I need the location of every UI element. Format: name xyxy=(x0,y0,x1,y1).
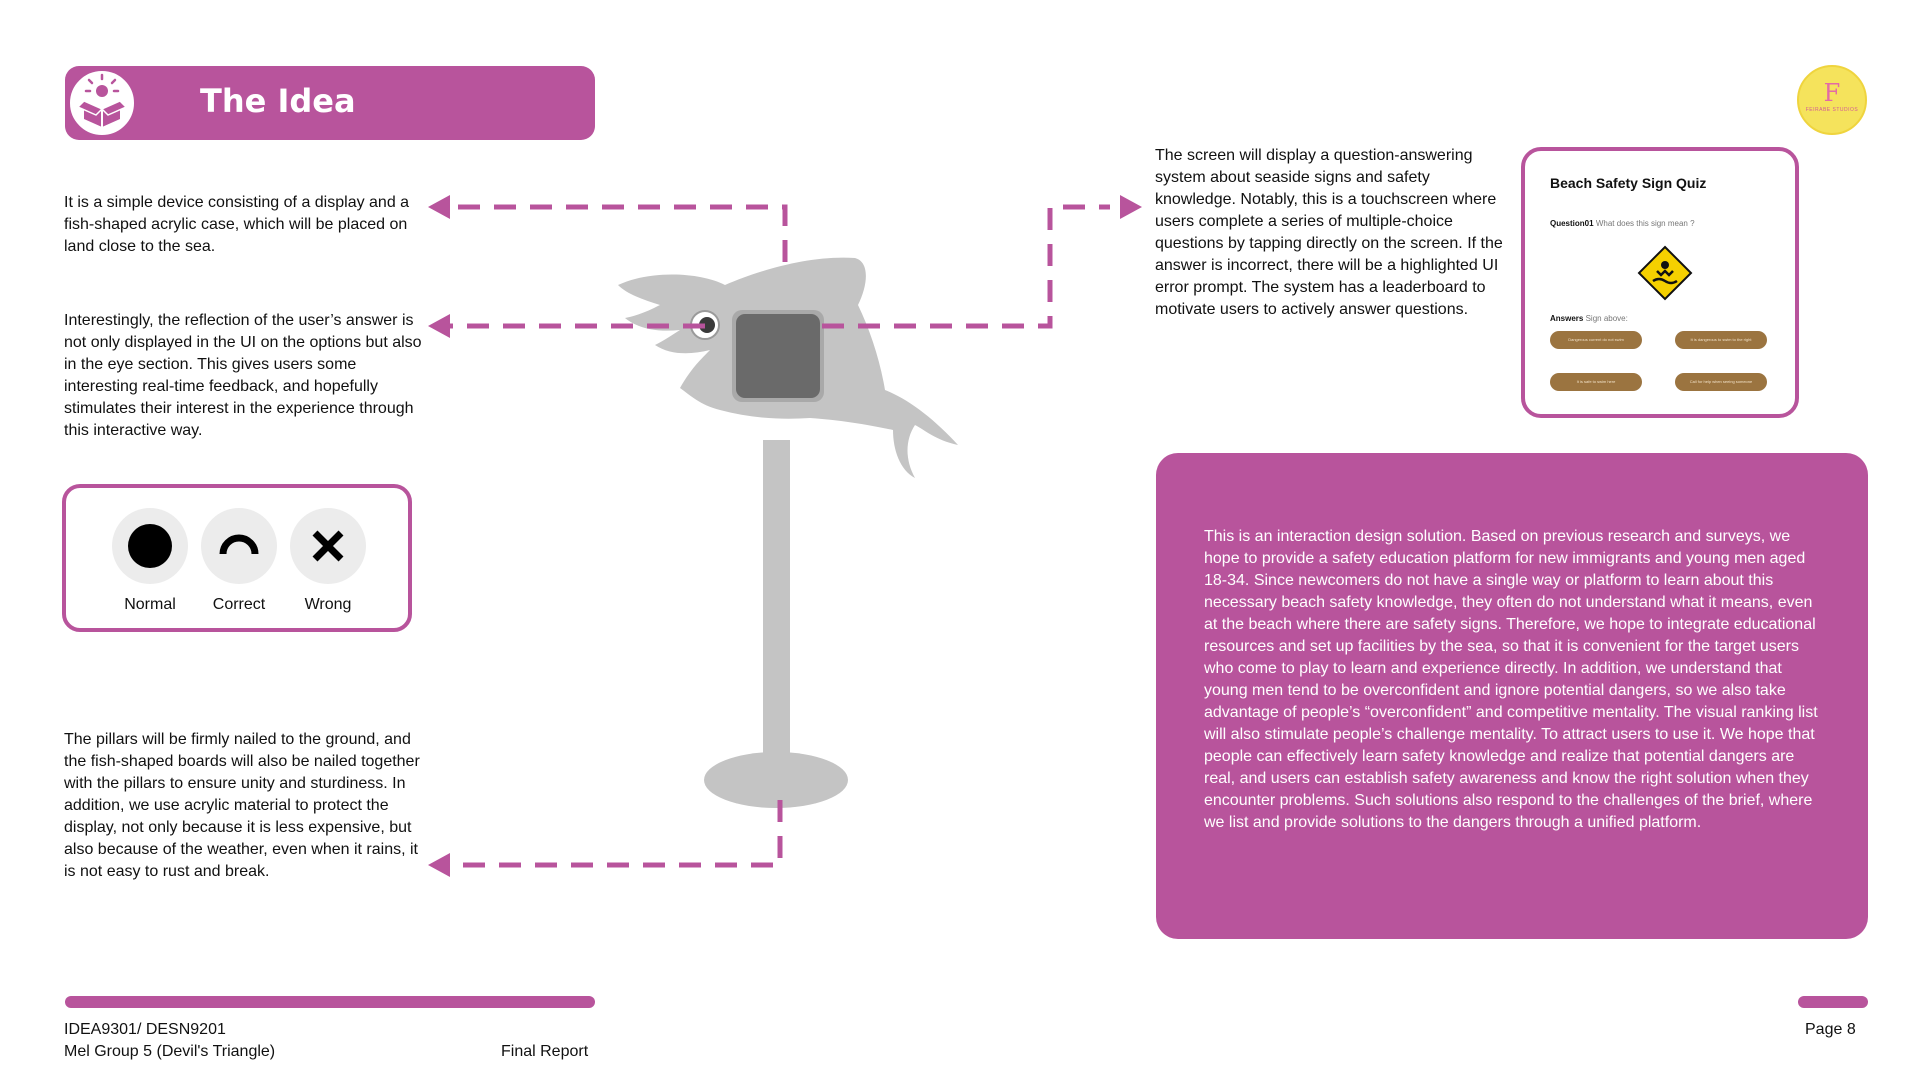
stand-pole xyxy=(763,440,790,785)
page-title: The Idea xyxy=(200,82,356,120)
footer-bar-left xyxy=(65,996,595,1008)
quiz-option[interactable]: It is dangerous to swim to the right xyxy=(1675,331,1767,349)
state-label: Correct xyxy=(212,596,266,613)
solution-panel xyxy=(1156,453,1868,939)
arc-icon xyxy=(201,508,277,584)
logo-text: FEIRABE STUDIOS xyxy=(1805,107,1859,113)
connector-pillar xyxy=(448,800,780,865)
solution-text: This is an interaction design solution. Based on previous research and surveys, we hope to provide a safety education platform for new immigrants and young men aged 18-34. Since newcomers do not have a single way or platform to learn about this necessary beach safety knowledge, they often do not understand what it means, even at the beach where there are safety signs. Therefore, we hope to integrate educational resources and set up facilities by the sea, so that it is convenient for the target users who come to play to learn and experience directly. In addition, we understand that young men tend to be overconfident and ignore potential dangers, so we also take advantage of people’s “overconfident” and competitive mentality. The visual ranking list will also stimulate people’s challenge mentality. To attract users to use it. We hope that people can effectively learn safety knowledge and realize that potential dangers are real, and users can establish safety awareness and know the right solution when they encounter problems. Such solutions also respond to the challenges of the brief, where we list and provide solutions to the dangers through a unified platform. xyxy=(1204,528,1818,831)
state-label: Normal xyxy=(124,596,176,613)
connector-screen xyxy=(822,207,1110,326)
eye-states-panel xyxy=(62,484,412,632)
quiz-ui-preview xyxy=(1521,147,1799,418)
logo-letter: F xyxy=(1823,79,1841,107)
quiz-question: Question01 What does this sign mean ? xyxy=(1550,219,1695,228)
state-wrong xyxy=(288,508,368,614)
quiz-answers-label: Answers Sign above: xyxy=(1550,314,1628,323)
device-description: It is a simple device consisting of a display and a fish-shaped acrylic case, which will be placed on land close to the sea. xyxy=(64,194,410,255)
quiz-option[interactable]: Call for help when seeing someone xyxy=(1675,373,1767,391)
state-normal xyxy=(110,508,190,614)
quiz-option[interactable]: Dangerous current do not swim xyxy=(1550,331,1642,349)
state-label: Wrong xyxy=(304,596,352,613)
report-label: Final Report xyxy=(501,1043,589,1060)
drowning-warning-sign-icon xyxy=(1637,245,1693,301)
quiz-option[interactable]: It is safe to swim here xyxy=(1550,373,1642,391)
group-name: Mel Group 5 (Devil's Triangle) xyxy=(64,1043,276,1060)
quiz-title: Beach Safety Sign Quiz xyxy=(1550,175,1707,191)
state-correct xyxy=(199,508,279,614)
pillar-description: The pillars will be firmly nailed to the ground, and the fish-shaped boards will also be nailed together with the pillars to ensure unity and sturdiness. In addition, we use acrylic material to protect the display, not only because it is less expensive, but also because of the weather, even when it rains, it is not easy to rust and break. xyxy=(64,731,420,880)
reflection-description: Interestingly, the reflection of the user’s answer is not only displayed in the UI on the options but also in the eye section. This gives users some interesting real-time feedback, and hopefully stimulates their interest in the experience through this interactive way. xyxy=(64,312,422,439)
page-number: Page 8 xyxy=(1805,1021,1856,1038)
screen-description: The screen will display a question-answering system about seaside signs and safety knowledge. Notably, this is a touchscreen where users complete a series of multiple-choice questions by tapping directly on the screen. If the answer is incorrect, there will be a highlighted UI error prompt. The system has a leaderboard to motivate users to actively answer questions. xyxy=(1155,147,1503,318)
display-screen xyxy=(736,314,820,398)
filled-circle-icon xyxy=(112,508,188,584)
connector-device xyxy=(448,207,785,262)
course-code: IDEA9301/ DESN9201 xyxy=(64,1021,226,1038)
footer-bar-right xyxy=(1798,996,1868,1008)
cross-icon xyxy=(290,508,366,584)
